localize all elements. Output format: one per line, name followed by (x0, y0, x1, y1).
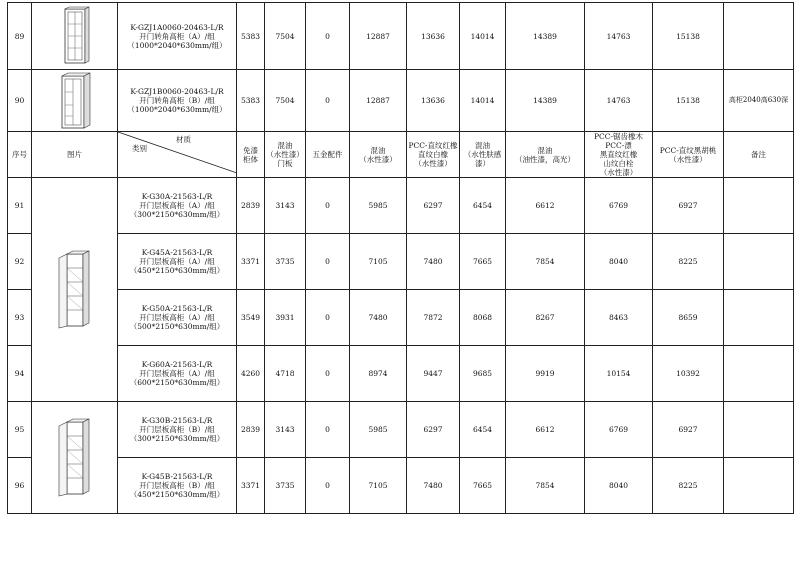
price-cell: 6454 (460, 178, 506, 234)
note-cell (724, 402, 794, 458)
price-cell: 0 (306, 402, 350, 458)
price-cell: 8267 (506, 290, 585, 346)
header-column: 备注 (724, 132, 794, 178)
price-cell: 3931 (265, 290, 306, 346)
product-name: K-G60A-21563-L/R 开门层板高柜（A）/组 （600*2150*630mm/组） (118, 346, 237, 402)
header-column: 混油 （水性漆） 门板 (265, 132, 306, 178)
header-material: 材质 (176, 135, 191, 144)
price-cell: 8463 (585, 290, 653, 346)
price-cell: 12887 (350, 3, 407, 70)
product-name: K-G45A-21563-L/R 开门层板高柜（A）/组 （450*2150*630mm/组） (118, 234, 237, 290)
product-image (32, 70, 118, 132)
price-cell: 8225 (653, 458, 724, 514)
header-material-category (118, 132, 237, 178)
product-name: K-G50A-21563-L/R 开门层板高柜（A）/组 （500*2150*630mm/组） (118, 290, 237, 346)
table-row (8, 402, 794, 458)
note-cell (724, 234, 794, 290)
header-category: 类别 (132, 144, 147, 153)
header-column: PCC-直纹黑胡桃 （水性漆） (653, 132, 724, 178)
price-cell: 3143 (265, 402, 306, 458)
price-cell: 14014 (460, 70, 506, 132)
price-cell: 8659 (653, 290, 724, 346)
price-cell: 9919 (506, 346, 585, 402)
price-cell: 7872 (407, 290, 460, 346)
row-number: 92 (8, 234, 32, 290)
header-column: PCC-锯齿橡木 PCC-漂 黑直纹红橡 山纹白栓 （水性漆） (585, 132, 653, 178)
table-row (8, 290, 794, 346)
note-cell (724, 3, 794, 70)
note-cell: 高柜2040高630深 (724, 70, 794, 132)
price-cell: 0 (306, 346, 350, 402)
shelf-cabinet-icon (55, 418, 95, 498)
price-cell: 7504 (265, 3, 306, 70)
price-cell: 6927 (653, 402, 724, 458)
price-cell: 13636 (407, 3, 460, 70)
price-cell: 7480 (407, 234, 460, 290)
header-row (8, 132, 794, 178)
price-cell: 5383 (237, 70, 265, 132)
product-name: K-GZJ1A0060-20463-L/R 开门转角高柜（A）/组 （1000*2040*630mm/组） (118, 3, 237, 70)
price-cell: 8040 (585, 234, 653, 290)
note-cell (724, 178, 794, 234)
row-number: 95 (8, 402, 32, 458)
price-cell: 0 (306, 234, 350, 290)
price-cell: 3371 (237, 234, 265, 290)
price-cell: 15138 (653, 3, 724, 70)
product-name: K-G45B-21563-L/R 开门层板高柜（B）/组 （450*2150*630mm/组） (118, 458, 237, 514)
price-cell: 4718 (265, 346, 306, 402)
price-cell: 10392 (653, 346, 724, 402)
price-cell: 3735 (265, 458, 306, 514)
price-cell: 3143 (265, 178, 306, 234)
product-name: K-G30A-21563-L/R 开门层板高柜（A）/组 （300*2150*630mm/组） (118, 178, 237, 234)
price-cell: 9447 (407, 346, 460, 402)
price-cell: 6612 (506, 178, 585, 234)
price-cell: 6927 (653, 178, 724, 234)
table-row (8, 70, 794, 132)
price-cell: 7105 (350, 458, 407, 514)
price-cell: 5985 (350, 178, 407, 234)
price-cell: 14763 (585, 3, 653, 70)
header-seq: 序号 (8, 132, 32, 178)
product-image (32, 3, 118, 70)
price-cell: 12887 (350, 70, 407, 132)
price-cell: 7854 (506, 234, 585, 290)
row-number: 89 (8, 3, 32, 70)
price-cell: 6454 (460, 402, 506, 458)
product-image (32, 178, 118, 402)
product-image (32, 402, 118, 514)
price-cell: 2839 (237, 178, 265, 234)
price-cell: 4260 (237, 346, 265, 402)
price-cell: 9685 (460, 346, 506, 402)
price-cell: 14014 (460, 3, 506, 70)
table-row (8, 346, 794, 402)
corner-cabinet-icon (57, 72, 93, 130)
header-column: PCC-直纹红橡 直纹白橡 （水性漆） (407, 132, 460, 178)
price-cell: 0 (306, 70, 350, 132)
table-row (8, 178, 794, 234)
price-cell: 0 (306, 458, 350, 514)
price-cell: 7665 (460, 234, 506, 290)
price-cell: 6297 (407, 178, 460, 234)
price-cell: 5985 (350, 402, 407, 458)
table-row (8, 234, 794, 290)
price-table (7, 2, 794, 514)
note-cell (724, 290, 794, 346)
header-column: 混油 （水性肤感 漆） (460, 132, 506, 178)
header-column: 混油 （油性漆，高光） (506, 132, 585, 178)
table-row (8, 458, 794, 514)
header-image: 图片 (32, 132, 118, 178)
price-cell: 3371 (237, 458, 265, 514)
price-cell: 13636 (407, 70, 460, 132)
shelf-cabinet-icon (55, 250, 95, 330)
price-cell: 0 (306, 178, 350, 234)
row-number: 93 (8, 290, 32, 346)
row-number: 90 (8, 70, 32, 132)
row-number: 91 (8, 178, 32, 234)
price-cell: 14763 (585, 70, 653, 132)
price-cell: 10154 (585, 346, 653, 402)
price-cell: 2839 (237, 402, 265, 458)
price-cell: 7480 (407, 458, 460, 514)
price-cell: 5383 (237, 3, 265, 70)
product-name: K-G30B-21563-L/R 开门层板高柜（B）/组 （300*2150*630mm/组） (118, 402, 237, 458)
price-cell: 7105 (350, 234, 407, 290)
price-cell: 14389 (506, 3, 585, 70)
header-column: 混油 （水性漆） (350, 132, 407, 178)
price-cell: 0 (306, 3, 350, 70)
note-cell (724, 458, 794, 514)
price-cell: 7504 (265, 70, 306, 132)
price-cell: 15138 (653, 70, 724, 132)
price-cell: 8225 (653, 234, 724, 290)
price-cell: 3549 (237, 290, 265, 346)
price-cell: 8040 (585, 458, 653, 514)
header-column: 免漆 柜体 (237, 132, 265, 178)
price-cell: 7665 (460, 458, 506, 514)
price-cell: 7480 (350, 290, 407, 346)
product-name: K-GZJ1B0060-20463-L/R 开门转角高柜（B）/组 （1000*2040*630mm/组） (118, 70, 237, 132)
header-column: 五金配件 (306, 132, 350, 178)
price-cell: 8068 (460, 290, 506, 346)
corner-cabinet-icon (60, 6, 90, 66)
table-row (8, 3, 794, 70)
price-cell: 7854 (506, 458, 585, 514)
price-cell: 6612 (506, 402, 585, 458)
row-number: 96 (8, 458, 32, 514)
price-cell: 6769 (585, 178, 653, 234)
price-cell: 0 (306, 290, 350, 346)
price-cell: 6769 (585, 402, 653, 458)
price-cell: 6297 (407, 402, 460, 458)
note-cell (724, 346, 794, 402)
row-number: 94 (8, 346, 32, 402)
price-cell: 8974 (350, 346, 407, 402)
price-cell: 3735 (265, 234, 306, 290)
price-cell: 14389 (506, 70, 585, 132)
